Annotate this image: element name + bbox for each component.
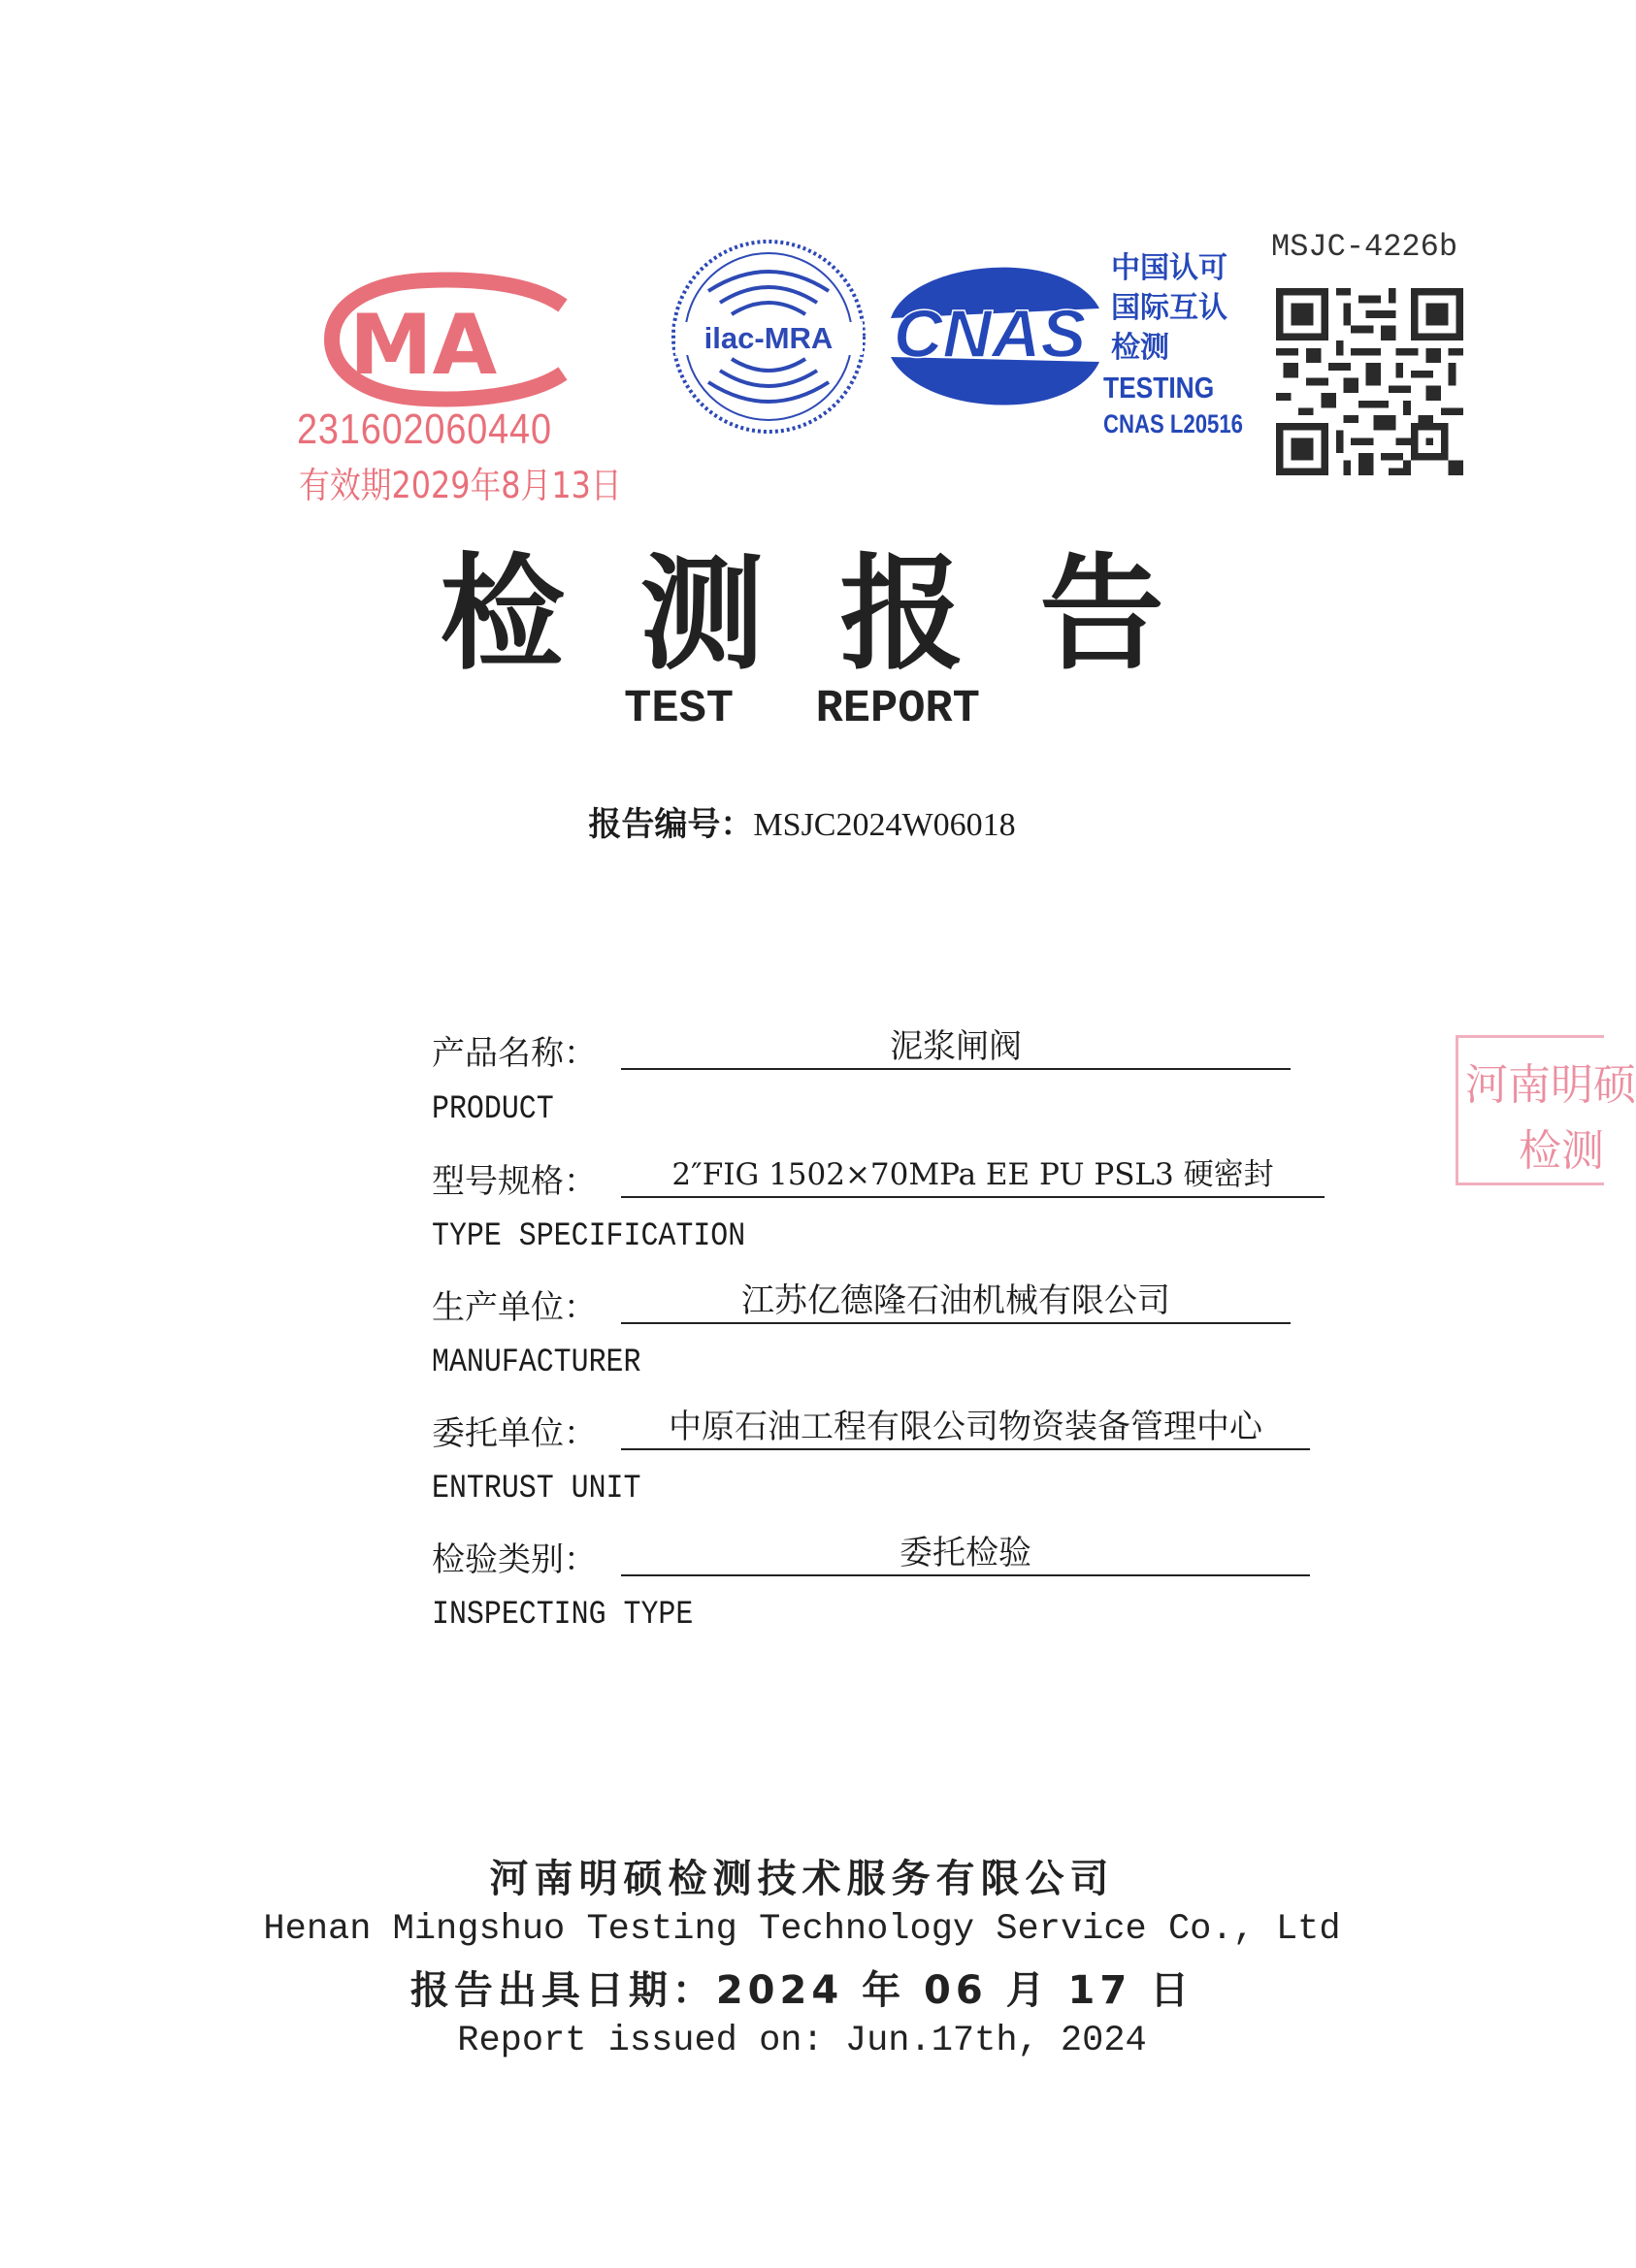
qr-code-icon [1276,288,1463,475]
type-spec-label-en: TYPE SPECIFICATION [432,1218,746,1255]
cnas-line-2: 国际互认 [1111,291,1227,325]
document-code: MSJC-4226b [1271,229,1458,265]
product-value: 泥浆闸阀 [621,1025,1291,1070]
cnas-testing: TESTING [1103,371,1215,405]
inspecting-type-label-en: INSPECTING TYPE [432,1597,694,1634]
report-title-cn: 检测报告 [440,541,1240,687]
manufacturer-value: 江苏亿德隆石油机械有限公司 [621,1280,1291,1324]
side-stamp-line-2: 检测 [1519,1126,1604,1176]
cma-logo [320,276,577,403]
report-title-en: TEST REPORT [624,684,980,735]
manufacturer-label-cn: 生产单位： [432,1288,597,1327]
cnas-line-1: 中国认可 [1111,251,1227,285]
ilac-mra-logo [670,233,868,441]
type-spec-label-cn: 型号规格： [432,1162,597,1201]
manufacturer-label-en: MANUFACTURER [432,1345,641,1381]
report-number [0,797,1604,845]
entrust-unit-value: 中原石油工程有限公司物资装备管理中心 [621,1406,1310,1450]
cnas-code: CNAS L20516 [1103,409,1243,438]
svg-text:MA: MA [349,297,498,394]
svg-text:ilac-MRA: ilac-MRA [703,321,834,355]
report-number-value: MSJC2024W06018 [753,807,1016,843]
issue-date-cn: 报告出具日期：2024 年 06 月 17 日 [409,1968,1194,2013]
report-number-label: 报告编号： [588,805,754,844]
company-name-en: Henan Mingshuo Testing Technology Service Co., Ltd [263,1909,1341,1950]
product-label-en: PRODUCT [432,1091,554,1128]
cnas-line-3: 检测 [1111,331,1169,365]
product-label-cn: 产品名称： [432,1034,597,1073]
svg-text:CNAS: CNAS [893,296,1087,372]
cnas-logo [871,250,1109,420]
cma-certificate-number: 231602060440 [297,405,552,453]
company-name-cn: 河南明硕检测技术服务有限公司 [489,1857,1115,1901]
side-stamp-line-1: 河南明硕 [1465,1060,1636,1110]
cnas-cn-text [1111,248,1227,368]
type-spec-value: 2″FIG 1502×70MPa EE PU PSL3 硬密封 [621,1153,1325,1198]
inspecting-type-label-cn: 检验类别： [432,1540,597,1579]
issue-date-en: Report issued on: Jun.17th, 2024 [457,2021,1147,2061]
entrust-unit-label-en: ENTRUST UNIT [432,1471,641,1507]
inspecting-type-value: 委托检验 [621,1532,1310,1576]
cma-validity: 有效期2029年8月13日 [299,465,622,506]
entrust-unit-label-cn: 委托单位： [432,1414,597,1453]
